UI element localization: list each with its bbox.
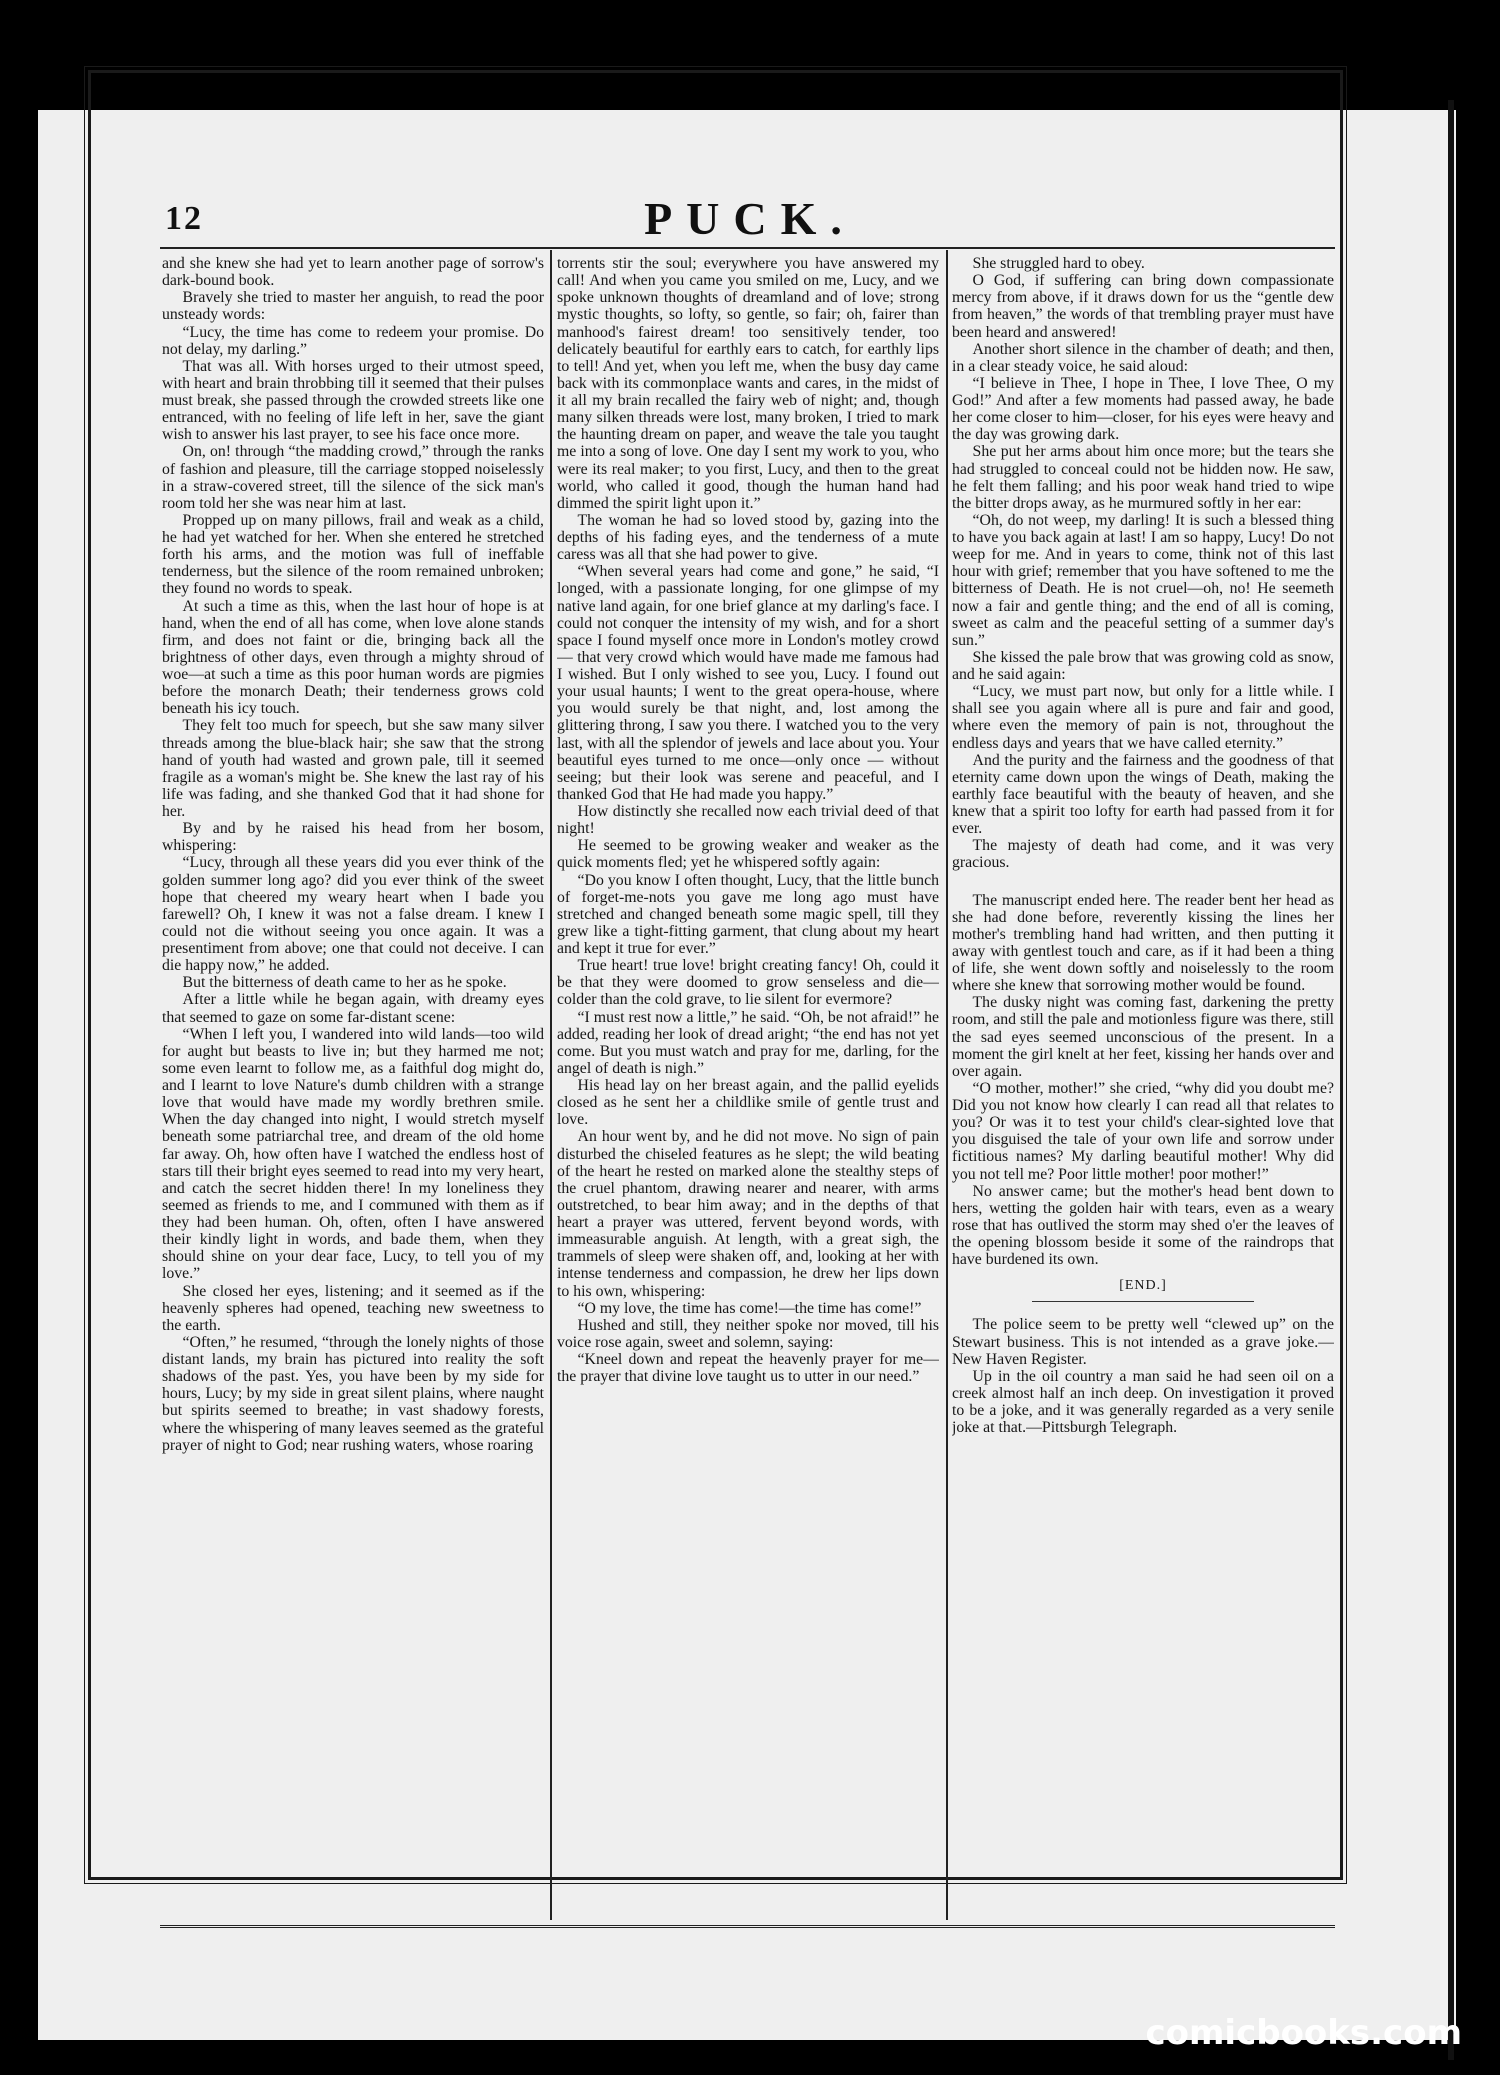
paragraph: Propped up on many pillows, frail and weak as a child, he had yet watched for her. When she entered he stretched forth his arms, and the motion was full of ineffable tenderness, but the silence of the room remained unbroken; they found no words to speak. [162,511,544,598]
paragraph: “I believe in Thee, I hope in Thee, I love Thee, O my God!” And after a few moments had passed away, he bade her come closer to him—closer, for his eyes were heavy and the day was growing dark. [952,374,1334,444]
page-number: 12 [165,200,203,237]
paragraph: The woman he had so loved stood by, gazing into the depths of his fading eyes, and the tenderness of a mute caress was all that she had power to give. [557,511,939,564]
header-rule [160,247,1335,249]
paragraph: “O mother, mother!” she cried, “why did you doubt me? Did you not know how clearly I can read all that relates to you? Or was it to test your child's clear-sighted love that you disguised the tale of your own life and sorrow under fictitious names? My darling beautiful mother! Why did you not tell me? Poor little mother! poor mother!” [952,1079,1334,1183]
paragraph: They felt too much for speech, but she saw many silver threads among the blue-black hair; she saw that the strong hand of youth had wasted and grown pale, till it seemed fragile as a woman's might be. She knew the last ray of his life was fading, and she thanked God that it had shone for her. [162,717,544,820]
footer-rule [160,1925,1335,1928]
paragraph: “Lucy, we must part now, but only for a little while. I shall see you again where all is pure and fair and good, where even the memory of pain is not, throughout the endless days and years that we have called eternity.” [952,683,1334,752]
paragraph: Hushed and still, they neither spoke nor moved, till his voice rose again, sweet and solemn, saying: [557,1316,939,1351]
paragraph: No answer came; but the mother's head bent down to hers, wetting the golden hair with tears, even as a weary rose that has outlived the storm may shed o'er the leaves of the opening blossom beside it some of the raindrops that have burdened its own. [952,1182,1334,1269]
paragraph: She put her arms about him once more; but the tears she had struggled to conceal could not be hidden now. He saw, he felt them falling; and his poor weak hand tried to wipe the bitter drops away, as he murmured softly in her ear: [952,443,1334,512]
paragraph: How distinctly she recalled now each trivial deed of that night! [557,803,939,838]
site-watermark: comicbooks.com [1145,2013,1462,2053]
paragraph: His head lay on her breast again, and the pallid eyelids closed as he sent her a childlike smile of gentle trust and love. [557,1077,939,1129]
paragraph: That was all. With horses urged to their utmost speed, with heart and brain throbbing till it seemed that their pulses must break, she passed through the crowded streets like one entranced, with no feeling of life left in her, save the giant wish to answer his last prayer, to see his face once more. [162,357,544,444]
joke-paragraph: Up in the oil country a man said he had seen oil on a creek almost half an inch deep. On investigation it proved to be a joke, and it was generally regarded as a very senile joke at that.—Pittsburgh Telegraph. [952,1367,1334,1437]
paragraph: He seemed to be growing weaker and weaker as the quick moments fled; yet he whispered softly again: [557,837,939,872]
paragraph: The dusky night was coming fast, darkening the pretty room, and still the pale and motionless figure was there, still the sad eyes seemed unconscious of the present. In a moment the girl knelt at her feet, kissing her hands over and over again. [952,994,1334,1080]
paragraph: At such a time as this, when the last hour of hope is at hand, when the end of all has come, when love alone stands firm, and does not faint or die, bringing back all the brightness of other days, even through a mighty shroud of woe—at such a time as this poor human words are pigmies before the monarch Death; their tenderness grows cold beneath his icy touch. [162,597,544,718]
paragraph: After a little while he began again, with dreamy eyes that seemed to gaze on some far-distant scene: [162,991,544,1026]
paragraph: “I must rest now a little,” he said. “Oh, be not afraid!” he added, reading her look of dread aright; “the end has not yet come. But you must watch and pray for me, darling, for the angel of death is nigh.” [557,1008,939,1077]
paragraph: An hour went by, and he did not move. No sign of pain disturbed the chiseled features as he slept; the wild beating of the heart he rested on marked alone the stealthy steps of the cruel phantom, drawing nearer and nearer, with arms outstretched, to bear him away; and in the depths of that heart a prayer was uttered, fervent beyond words, with immeasurable anguish. At length, with a great sigh, the trammels of sleep were shaken off, and, looking at her with intense tenderness and compassion, he drew her lips down to his own, whispering: [557,1128,939,1300]
paragraph: The manuscript ended here. The reader bent her head as she had done before, reverently kissing the lines her mother's trembling hand had written, and then putting it away with gentlest touch and care, as if it had been a thing of life, she went down softly and noiselessly to the room where she knew that sorrowing mother would be found. [952,891,1334,995]
column-divider [946,250,948,1920]
paragraph: “Often,” he resumed, “through the lonely nights of those distant lands, my brain has pictured into reality the soft shadows of the past. Yes, you have been by my side for hours, Lucy; by my side in great silent plains, where naught but spirits seemed to breathe; in vast shadowy forests, where the whispering of many leaves seemed as the grateful prayer of night to God; near rushing waters, whose roaring [162,1333,544,1454]
paragraph: “Oh, do not weep, my darling! It is such a blessed thing to have you back again at last! I am so happy, Lucy! Do not weep for me. And in years to come, think not of this last hour with grief; remember that you have softened to me the bitterness of Death. He is not cruel—oh, no! He seemeth now a fair and gentle thing; and the end of all is coming, sweet as calm and the peaceful setting of a summer day's sun.” [952,511,1334,649]
paragraph: Another short silence in the chamber of death; and then, in a clear steady voice, he said aloud: [952,340,1334,375]
paragraph: “When several years had come and gone,” he said, “I longed, with a passionate longing, for one glimpse of my native land again, for one brief glance at my darling's face. I could not conquer the intensity of my wish, and for a short space I found myself once more in London's motley crowd — that very crowd which would have made me famous had I wished. But I only wished to see you, Lucy. I found out your usual haunts; I went to the great opera-house, where you would surely be that night, and, lost among the glittering throng, I saw you there. I watched you to the very last, with all the splendor of jewels and lace about you. Your beautiful eyes turned to me once—only once — without seeing; but their look was serene and peaceful, and I thanked God that He had made you happy.” [557,563,939,803]
paragraph: She struggled hard to obey. [972,255,1145,272]
paragraph: “Lucy, through all these years did you ever think of the golden summer long ago? did you ever think of the sweet hope that cheered my weary heart when I bade you farewell? Oh, I knew it was not a false dream. I knew I could not die without seeing you once again. It was a presentiment from above; one that could not deceive. I can die happy now,” he added. [162,854,544,975]
paragraph: “When I left you, I wandered into wild lands—too wild for aught but beasts to live in; but they harmed me not; some even learnt to follow me, as a faithful dog might do, and I learnt to love Nature's dumb children with a strange love that would have made my wordly brethren smile. When the day changed into night, I would stretch myself beneath some patriarchal tree, and dream of the old home far away. Oh, how often have I watched the endless host of stars till their bright eyes seemed to read into my very heart, and catch the secret hidden there! In my loneliness they seemed as friends to me, and I communed with them as if they had been human. Oh, often, often I have answered their kindly light in words, and bade them, when they should shine on your dear face, Lucy, to tell you of my love.” [162,1025,544,1283]
page-binding-edge [1448,100,1454,2060]
masthead-title: PUCK. [644,193,856,244]
paragraph: And the purity and the fairness and the goodness of that eternity came down upon the wings of Death, making the earthly face beautiful with the beauty of heaven, and she knew that a spirit too lofty for earth had passed from it for ever. [952,751,1334,838]
paragraph: By and by he raised his head from her bosom, whispering: [162,820,544,855]
paragraph: “O my love, the time has come!—the time has come!” [577,1299,922,1317]
column-divider [550,250,552,1920]
paragraph: “Lucy, the time has come to redeem your promise. Do not delay, my darling.” [162,323,544,358]
paragraph: O God, if suffering can bring down compassionate mercy from above, if it draws down for us the “gentle dew from heaven,” the words of that trembling prayer must have been heard and answered! [952,272,1334,341]
section-rule [1032,1301,1254,1302]
paragraph: The majesty of death had come, and it was very gracious. [952,837,1334,872]
paragraph: and she knew she had yet to learn another page of sorrow's dark-bound book. [162,255,544,290]
paragraph: Bravely she tried to master her anguish, to read the poor unsteady words: [162,289,544,324]
text-column-2 [557,255,939,1915]
text-column-1 [162,255,544,1915]
paragraph: But the bitterness of death came to her as he spoke. [182,974,507,992]
paragraph: “Do you know I often thought, Lucy, that the little bunch of forget-me-nots you gave me long ago must have stretched and changed beneath some magic spell, till they grew like a tight-fitting garment, that clung about my heart and kept it true for ever.” [557,871,939,957]
paragraph: True heart! true love! bright creating fancy! Oh, could it be that they were doomed to grow senseless and die—colder than the cold grave, to lie silent for evermore? [557,957,939,1009]
paragraph: torrents stir the soul; everywhere you have answered my call! And when you came you smiled on me, Lucy, and we spoke unknown thoughts of dreamland and of love; strong mystic thoughts, so lofty, so gentle, so fair; oh, fairer than manhood's fairest dream! too sensitively tender, too delicately beautiful for earthly ears to catch, for earthly lips to tell! And yet, when you left me, when the busy day came back with its commonplace wants and cares, in the midst of it all my brain recalled the fairy web of night; and, though many silken threads were lost, many broken, I tried to mark the haunting dream on paper, and weave the tale you taught me into a song of love. One day I sent my work to you, who were its real maker; to you first, Lucy, and then to the great world, who called it good, though the human hand had dimmed the spirit light upon it.” [557,255,939,512]
joke-paragraph: The police seem to be pretty well “clewed up” on the Stewart business. This is not intended as a grave joke.—New Haven Register. [952,1316,1334,1368]
end-mark: [END.] [1119,1278,1167,1294]
paragraph: She closed her eyes, listening; and it seemed as if the heavenly spheres had opened, teaching new sweetness to the earth. [162,1282,544,1334]
paragraph: On, on! through “the madding crowd,” through the ranks of fashion and pleasure, till the carriage stopped noiselessly in a straw-covered street, till the silence of the sick man's room told her she was near him at last. [162,443,544,512]
paragraph: “Kneel down and repeat the heavenly prayer for me—the prayer that divine love taught us to utter in our need.” [557,1351,939,1386]
paragraph: She kissed the pale brow that was growing cold as snow, and he said again: [952,648,1334,683]
text-column-3 [952,255,1334,1915]
